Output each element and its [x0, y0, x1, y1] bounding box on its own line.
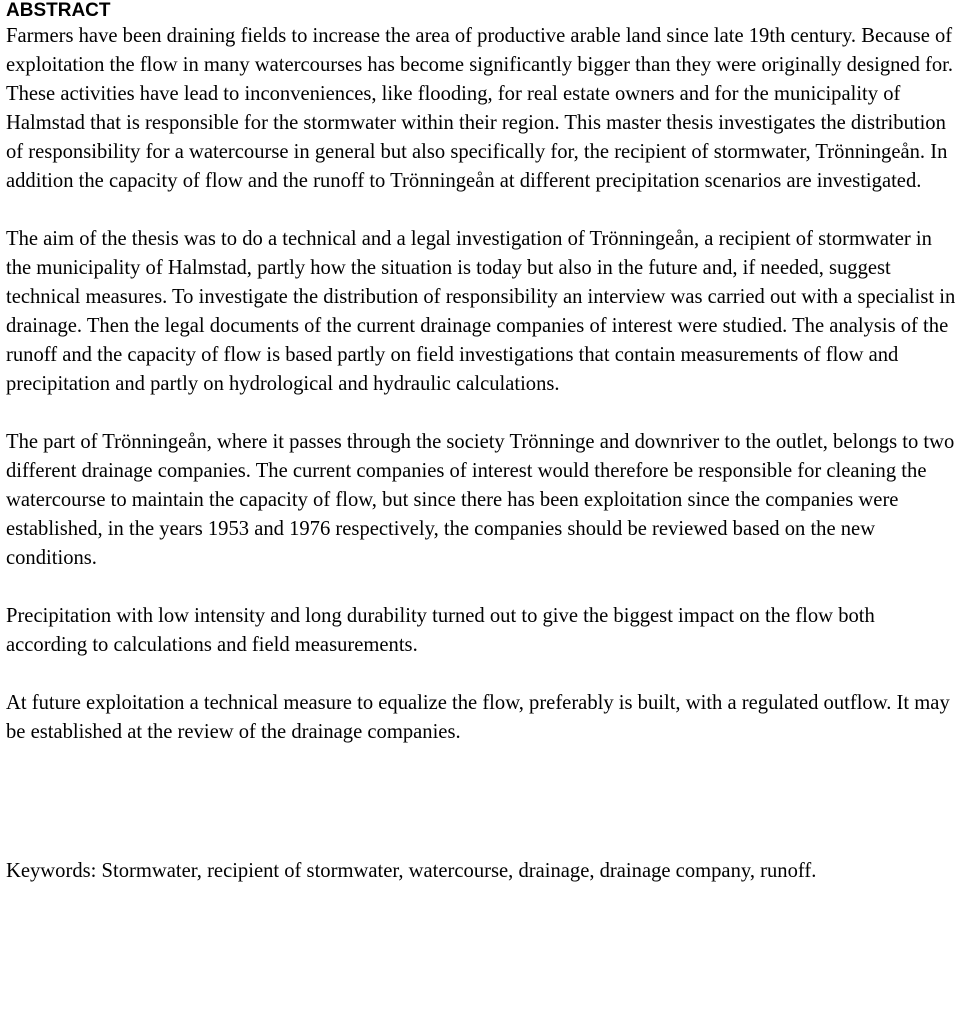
- abstract-paragraph-5: At future exploitation a technical measure to equalize the flow, preferably is built, with a regulated outflow. It may be established at the review of the drainage companies.: [6, 692, 950, 743]
- abstract-paragraph-3: The part of Trönningeån, where it passes through the society Trönninge and downriver to the outlet, belongs to two different drainage companies. The current companies of interest would therefore be responsible for cleaning the watercourse to maintain the capacity of flow, but since there has been exploitation since the companies were established, in the years 1953 and 1976 respectively, the companies should be reviewed based on the new conditions.: [6, 431, 955, 569]
- paragraph-spacer: [6, 399, 956, 428]
- abstract-paragraph-2: The aim of the thesis was to do a technical and a legal investigation of Trönningeån, a recipient of stormwater in the municipality of Halmstad, partly how the situation is today but also in the future and, if needed, suggest technical measures. To investigate the distribution of responsibility an interview was carried out with a specialist in drainage. Then the legal documents of the current drainage companies of interest were studied. The analysis of the runoff and the capacity of flow is based partly on field investigations that contain measurements of flow and precipitation and partly on hydrological and hydraulic calculations.: [6, 228, 956, 395]
- abstract-paragraph-1: Farmers have been draining fields to increase the area of productive arable land since late 19th century. Because of exploitation the flow in many watercourses has become significantly bigger than they were originally designed for. These activities have lead to inconveniences, like flooding, for real estate owners and for the municipality of Halmstad that is responsible for the stormwater within their region. This master thesis investigates the distribution of responsibility for a watercourse in general but also specifically for, the recipient of stormwater, Trönningeån. In addition the capacity of flow and the runoff to Trönningeån at different precipitation scenarios are investigated.: [6, 25, 954, 192]
- paragraph-spacer: [6, 573, 956, 602]
- abstract-page: [6, 0, 956, 886]
- paragraph-spacer: [6, 660, 956, 689]
- keywords-spacer: [6, 747, 956, 857]
- abstract-heading: ABSTRACT: [6, 0, 111, 21]
- paragraph-spacer: [6, 196, 956, 225]
- keywords: Keywords: Stormwater, recipient of stormwater, watercourse, drainage, drainage company, runoff.: [6, 860, 817, 882]
- abstract-paragraph-4: Precipitation with low intensity and long durability turned out to give the biggest impact on the flow both according to calculations and field measurements.: [6, 605, 875, 656]
